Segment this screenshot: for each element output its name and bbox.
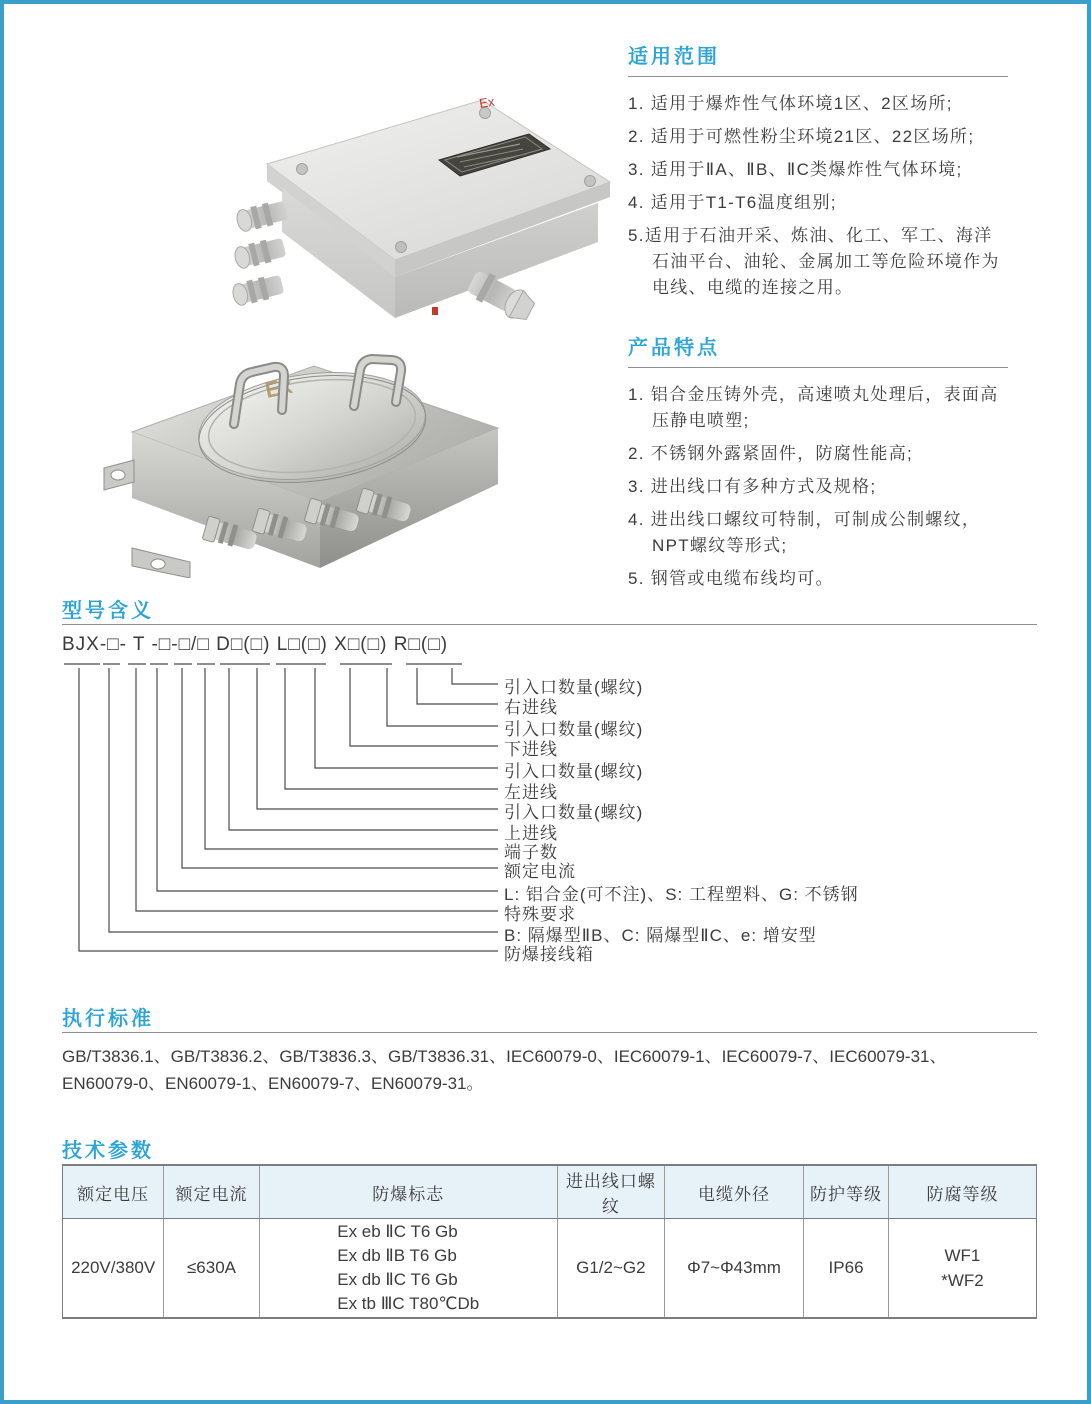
box1-gland-left-1 xyxy=(235,199,289,233)
standards-line: EN60079-0、EN60079-1、EN60079-7、EN60079-31。 xyxy=(62,1074,484,1093)
box2-foot-lower xyxy=(132,548,190,578)
tech-header-exmark: 防爆标志 xyxy=(259,1165,557,1219)
ex-mark-line: Ex tb ⅢC T80℃Db xyxy=(337,1294,480,1313)
standards-line: GB/T3836.1、GB/T3836.2、GB/T3836.3、GB/T3836.31、IEC60079-0、IEC60079-1、IEC60079-7、IEC60079-31、 xyxy=(62,1047,947,1066)
tech-data-row xyxy=(63,1219,1037,1319)
box2-ex-mark: Ex xyxy=(262,372,295,403)
scope-item: 1. 适用于爆炸性气体环境1区、2区场所; xyxy=(628,94,953,113)
section-title-scope: 适用范围 xyxy=(628,46,720,68)
feature-item: 3. 进出线口有多种方式及规格; xyxy=(628,477,877,496)
standards-rule xyxy=(62,1032,1037,1033)
tech-header-voltage: 额定电压 xyxy=(63,1165,164,1219)
box1-gland-left-3 xyxy=(231,273,285,307)
tech-cell-current: ≤630A xyxy=(164,1219,259,1319)
model-label: 引入口数量(螺纹) xyxy=(504,678,644,697)
model-label: 左进线 xyxy=(504,783,558,802)
box1-red-logo xyxy=(432,307,438,315)
scope-rule xyxy=(628,76,1008,77)
tech-cell-ip: IP66 xyxy=(804,1219,889,1319)
tech-header-row xyxy=(63,1165,1037,1219)
tech-cell-corrosion xyxy=(888,1219,1036,1319)
model-label: 特殊要求 xyxy=(504,905,576,924)
model-formula: BJX-□- T -□-□/□ D□(□) L□(□) X□(□) R□(□) xyxy=(62,634,449,655)
corrosion-line: WF1 xyxy=(944,1246,981,1265)
scope-item: 5.适用于石油开采、炼油、化工、军工、海洋石油平台、油轮、金属加工等危险环境作为电线、电缆的连接之用。 xyxy=(628,226,1000,297)
section-title-tech: 技术参数 xyxy=(62,1140,154,1162)
model-diagram xyxy=(62,628,1037,973)
tech-header-current: 额定电流 xyxy=(164,1165,259,1219)
scope-item: 4. 适用于T1-T6温度组别; xyxy=(628,193,837,212)
box1-ex-mark: Ex xyxy=(478,93,496,111)
tech-header-cable: 电缆外径 xyxy=(664,1165,803,1219)
section-title-features: 产品特点 xyxy=(628,337,720,359)
box1-gland-left-2 xyxy=(233,236,287,270)
right-column xyxy=(628,40,1008,599)
section-title-model: 型号含义 xyxy=(62,600,154,622)
box2-foot-upper xyxy=(104,460,134,490)
model-label: L: 铝合金(可不注)、S: 工程塑料、G: 不锈钢 xyxy=(504,885,859,904)
tech-header-thread: 进出线口螺纹 xyxy=(557,1165,664,1219)
feature-item: 4. 进出线口螺纹可特制，可制成公制螺纹，NPT螺纹等形式; xyxy=(628,510,981,555)
scope-items xyxy=(628,91,1008,301)
corrosion-block xyxy=(890,1243,1035,1293)
model-rule xyxy=(62,624,1037,625)
feature-item: 2. 不锈钢外露紧固件，防腐性能高; xyxy=(628,444,914,463)
model-label: 额定电流 xyxy=(504,862,576,881)
junction-box-photo-aluminum xyxy=(152,64,612,324)
model-label: 引入口数量(螺纹) xyxy=(504,720,644,739)
features-rule xyxy=(628,367,1008,368)
tech-header-corrosion: 防腐等级 xyxy=(888,1165,1036,1219)
junction-box-photo-stainless xyxy=(62,326,522,578)
section-title-standards: 执行标准 xyxy=(62,1008,154,1030)
tech-cell-voltage: 220V/380V xyxy=(63,1219,164,1319)
tech-table xyxy=(62,1164,1037,1319)
tech-header-ip: 防护等级 xyxy=(804,1165,889,1219)
tech-cell-cable: Φ7~Φ43mm xyxy=(664,1219,803,1319)
model-label: 下进线 xyxy=(504,740,558,759)
model-label: 上进线 xyxy=(504,824,558,843)
model-label: 右进线 xyxy=(504,698,558,717)
model-label: 引入口数量(螺纹) xyxy=(504,803,644,822)
ex-mark-line: Ex db ⅡB T6 Gb xyxy=(337,1246,457,1265)
features-items xyxy=(628,382,1008,592)
ex-marks-block xyxy=(337,1220,479,1316)
ex-mark-line: Ex eb ⅡC T6 Gb xyxy=(337,1222,458,1241)
model-label: B: 隔爆型ⅡB、C: 隔爆型ⅡC、e: 增安型 xyxy=(504,926,817,945)
feature-item: 5. 钢管或电缆布线均可。 xyxy=(628,569,834,588)
model-label: 端子数 xyxy=(504,843,558,862)
feature-item: 1. 铝合金压铸外壳，高速喷丸处理后，表面高压静电喷塑; xyxy=(628,385,999,430)
tech-cell-exmark xyxy=(259,1219,557,1319)
ex-mark-line: Ex db ⅡC T6 Gb xyxy=(337,1270,458,1289)
model-label: 防爆接线箱 xyxy=(504,945,594,964)
model-label: 引入口数量(螺纹) xyxy=(504,762,644,781)
scope-item: 3. 适用于ⅡA、ⅡB、ⅡC类爆炸性气体环境; xyxy=(628,160,963,179)
scope-item: 2. 适用于可燃性粉尘环境21区、22区场所; xyxy=(628,127,975,146)
tech-cell-thread: G1/2~G2 xyxy=(557,1219,664,1319)
standards-text xyxy=(62,1044,1042,1098)
corrosion-line: *WF2 xyxy=(941,1271,984,1290)
